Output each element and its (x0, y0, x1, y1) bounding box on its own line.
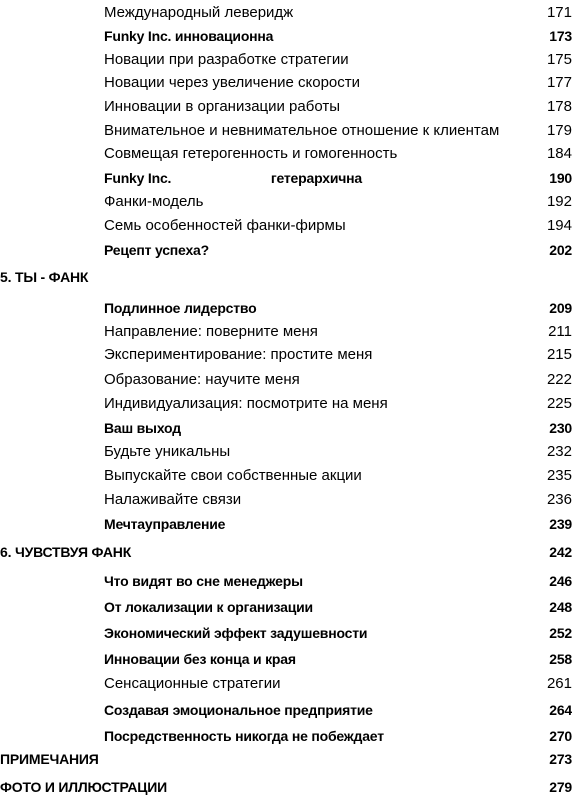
toc-entry-title: 5. ТЫ - ФАНК (0, 269, 89, 285)
toc-entry-title: Образование: научите меня (104, 371, 300, 388)
toc-entry-title: Мечтауправление (104, 516, 226, 532)
toc-entry-title: Международный леверидж (104, 4, 294, 21)
toc-entry-page-number: 242 (549, 544, 572, 560)
toc-entry (0, 369, 572, 391)
toc-entry-title: Совмещая гетерогенность и гомогенность (104, 145, 398, 162)
toc-entry (0, 239, 572, 261)
toc-entry-page-number: 179 (546, 122, 572, 139)
toc-entry-title: 6. ЧУВСТВУЯ ФАНК (0, 544, 132, 560)
toc-entry (0, 49, 572, 71)
toc-entry-page-number: 190 (549, 170, 572, 186)
toc-entry-title: Сенсационные стратегии (104, 675, 281, 692)
toc-entry (0, 673, 572, 695)
toc-entry-page-number: 273 (549, 751, 572, 767)
toc-entry-page-number: 230 (549, 420, 572, 436)
toc-entry-title: От локализации к организации (104, 599, 313, 615)
toc-entry (0, 725, 572, 747)
toc-entry (0, 699, 572, 721)
toc-entry (0, 2, 572, 24)
toc-entry-page-number: 202 (549, 242, 572, 258)
toc-entry (0, 441, 572, 463)
toc-entry-page-number: 239 (549, 516, 572, 532)
toc-entry-title: Рецепт успеха? (104, 242, 209, 258)
toc-entry-page-number: 225 (546, 395, 572, 412)
toc-entry-title: Инновации без конца и края (104, 651, 296, 667)
toc-entry-page-number: 235 (546, 467, 572, 484)
toc-entry-page-number: 246 (549, 573, 572, 589)
toc-chapter-entry (0, 266, 572, 288)
toc-entry-title: Ваш выход (104, 420, 181, 436)
toc-entry (0, 191, 572, 213)
toc-entry (0, 215, 572, 237)
toc-entry (0, 596, 572, 618)
toc-entry-title: Внимательное и невнимательное отношение к клиентам (104, 122, 500, 139)
toc-chapter-entry (0, 776, 572, 798)
toc-entry-page-number: 261 (546, 675, 572, 692)
toc-entry-title: Фанки-модель (104, 193, 204, 210)
toc-entry-title: Выпускайте свои собственные акции (104, 467, 362, 484)
toc-entry-page-number: 215 (546, 346, 572, 363)
toc-entry-title: Индивидуализация: посмотрите на меня (104, 395, 388, 412)
toc-entry (0, 72, 572, 94)
toc-entry-page-number: 178 (546, 98, 572, 115)
toc-entry-title: Экономический эффект задушевности (104, 625, 368, 641)
toc-entry-title: Funky Inc. гетерархична (104, 170, 362, 186)
toc-entry-page-number: 270 (549, 728, 572, 744)
toc-entry-page-number: 236 (546, 491, 572, 508)
toc-entry-page-number: 252 (549, 625, 572, 641)
toc-entry-title: Налаживайте связи (104, 491, 242, 508)
toc-entry-title: Создавая эмоциональное предприятие (104, 702, 373, 718)
toc-chapter-entry (0, 748, 572, 770)
toc-entry-page-number: 258 (549, 651, 572, 667)
toc-entry-page-number: 264 (549, 702, 572, 718)
toc-entry (0, 648, 572, 670)
toc-entry-title: Семь особенностей фанки-фирмы (104, 217, 346, 234)
toc-entry (0, 570, 572, 592)
toc-entry (0, 143, 572, 165)
toc-entry-page-number: 209 (549, 300, 572, 316)
toc-entry-page-number: 232 (546, 443, 572, 460)
toc-entry-title: Подлинное лидерство (104, 300, 257, 316)
toc-entry (0, 417, 572, 439)
toc-entry-page-number: 173 (549, 28, 572, 44)
toc-entry (0, 120, 572, 142)
toc-entry-page-number: 184 (546, 145, 572, 162)
toc-entry (0, 622, 572, 644)
toc-entry-page-number: 171 (546, 4, 572, 21)
toc-entry-title: ПРИМЕЧАНИЯ (0, 751, 99, 767)
toc-entry-title: Новации через увеличение скорости (104, 74, 361, 91)
toc-entry-page-number: 279 (549, 779, 572, 795)
toc-entry-page-number: 211 (548, 323, 572, 340)
toc-entry-title: Funky Inc. инновационна (104, 28, 274, 44)
toc-entry-title: Направление: поверните меня (104, 323, 318, 340)
toc-entry-title: ФОТО И ИЛЛЮСТРАЦИИ (0, 779, 168, 795)
toc-entry-page-number: 194 (546, 217, 572, 234)
toc-entry (0, 489, 572, 511)
toc-entry-page-number: 177 (546, 74, 572, 91)
toc-entry-page-number: 222 (546, 371, 572, 388)
toc-entry-title: Посредственность никогда не побеждает (104, 728, 384, 744)
toc-entry (0, 96, 572, 118)
toc-entry-page-number: 192 (546, 193, 572, 210)
toc-chapter-entry (0, 541, 572, 563)
toc-entry-title: Будьте уникальны (104, 443, 231, 460)
toc-entry (0, 25, 572, 47)
toc-entry-title: Новации при разработке стратегии (104, 51, 349, 68)
toc-entry-page-number: 175 (546, 51, 572, 68)
toc-entry (0, 167, 572, 189)
toc-entry (0, 393, 572, 415)
toc-entry-title: Что видят во сне менеджеры (104, 573, 303, 589)
toc-entry (0, 513, 572, 535)
toc-entry-title: Экспериментирование: простите меня (104, 346, 373, 363)
toc-entry (0, 321, 572, 343)
toc-entry-title: Инновации в организации работы (104, 98, 340, 115)
toc-entry (0, 297, 572, 319)
toc-entry (0, 465, 572, 487)
toc-entry (0, 344, 572, 366)
toc-entry-page-number: 248 (549, 599, 572, 615)
